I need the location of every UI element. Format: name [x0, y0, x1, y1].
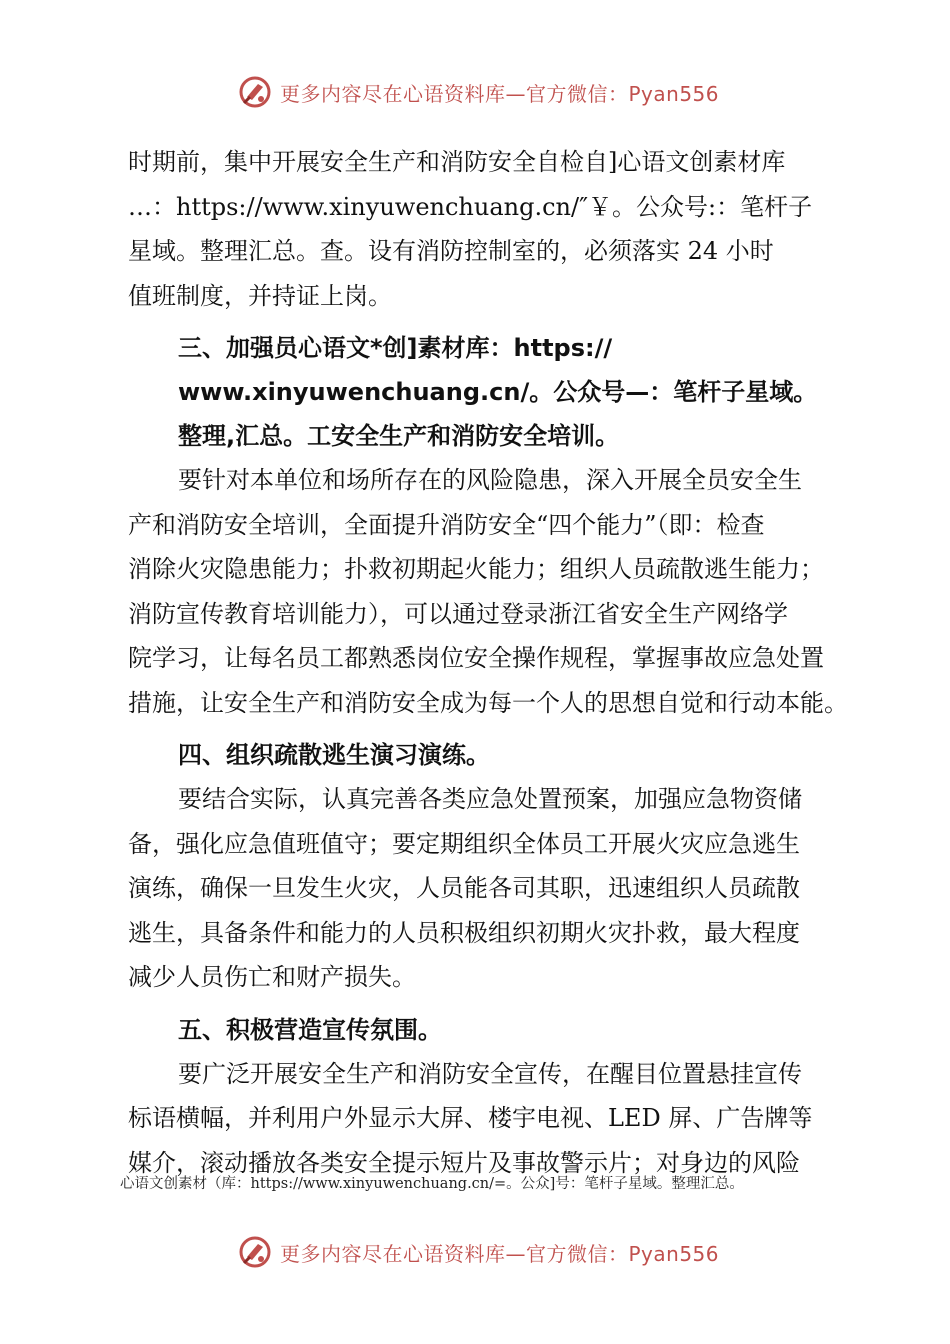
text-line: 要针对本单位和场所存在的风险隐患，深入开展全员安全生 [178, 466, 802, 494]
footer-banner [238, 1232, 719, 1272]
banner-text: 更多内容尽在心语资料库—官方微信：Pyan556 [280, 1241, 720, 1266]
text-line: …：https://www.xinyuwenchuang.cn/″￥。公众号:：笔杆子 [128, 192, 813, 221]
text-line: 消防宣传教育培训能力），可以通过登录浙江省安全生产网络学 [128, 599, 788, 628]
paragraph-1 [128, 140, 868, 318]
text-line: 要广泛开展安全生产和消防安全宣传，在醒目位置悬挂宣传 [178, 1059, 802, 1088]
text-line: 院学习，让每名员工都熟悉岗位安全操作规程，掌握事故应急处置 [128, 644, 824, 672]
text-line: 措施，让安全生产和消防安全成为每一个人的思想自觉和行动本能。 [128, 688, 848, 717]
paragraph-5 [128, 1052, 868, 1186]
section-heading-3 [128, 326, 868, 458]
text-line: 消除火灾隐患能力；扑救初期起火能力；组织人员疏散逃生能力； [128, 555, 824, 583]
text-line: 逃生，具备条件和能力的人员积极组织初期火灾扑救，最大程度 [128, 918, 800, 947]
heading-line: www.xinyuwenchuang.cn/。公众号—：笔杆子星域。 [178, 378, 818, 406]
logo-icon [238, 75, 272, 109]
section-heading-5: 五、积极营造宣传氛围。 [178, 1015, 442, 1044]
text-line: 值班制度，并持证上岗。 [128, 281, 392, 310]
paragraph-4 [128, 777, 868, 1000]
text-line: 要结合实际，认真完善各类应急处置预案，加强应急物资储 [178, 785, 802, 813]
text-line: 媒介，滚动播放各类安全提示短片及事故警示片；对身边的风险 [128, 1148, 800, 1177]
text-line: 标语横幅，并利用户外显示大屏、楼宇电视、LED 屏、广告牌等 [128, 1104, 813, 1132]
text-line: 时期前，集中开展安全生产和消防安全自检自]心语文创素材库 [128, 148, 786, 176]
heading-line: 三、加强员心语文*创]素材库：https:// [178, 334, 613, 362]
section-heading-4: 四、组织疏散逃生演习演练。 [178, 741, 490, 769]
paragraph-3 [128, 458, 868, 725]
text-line: 减少人员伤亡和财产损失。 [128, 963, 416, 991]
banner-text: 更多内容尽在心语资料库—官方微信：Pyan556 [280, 81, 720, 106]
text-line: 星域。整理汇总。查。设有消防控制室的，必须落实 24 小时 [128, 237, 774, 265]
logo-icon [238, 1235, 272, 1269]
document-body [128, 140, 868, 1185]
heading-line: 整理,汇总。工安全生产和消防安全培训。 [178, 422, 620, 450]
footnote: 心语文创素材（库：https://www.xinyuwenchuang.cn/=。公众]号：笔杆子星域。整理汇总。 [120, 1176, 744, 1192]
header-banner [238, 72, 719, 112]
text-line: 演练，确保一旦发生火灾，人员能各司其职，迅速组织人员疏散 [128, 874, 800, 902]
text-line: 产和消防安全培训，全面提升消防安全“四个能力”（即：检查 [128, 510, 765, 539]
text-line: 备，强化应急值班值守；要定期组织全体员工开展火灾应急逃生 [128, 829, 800, 858]
